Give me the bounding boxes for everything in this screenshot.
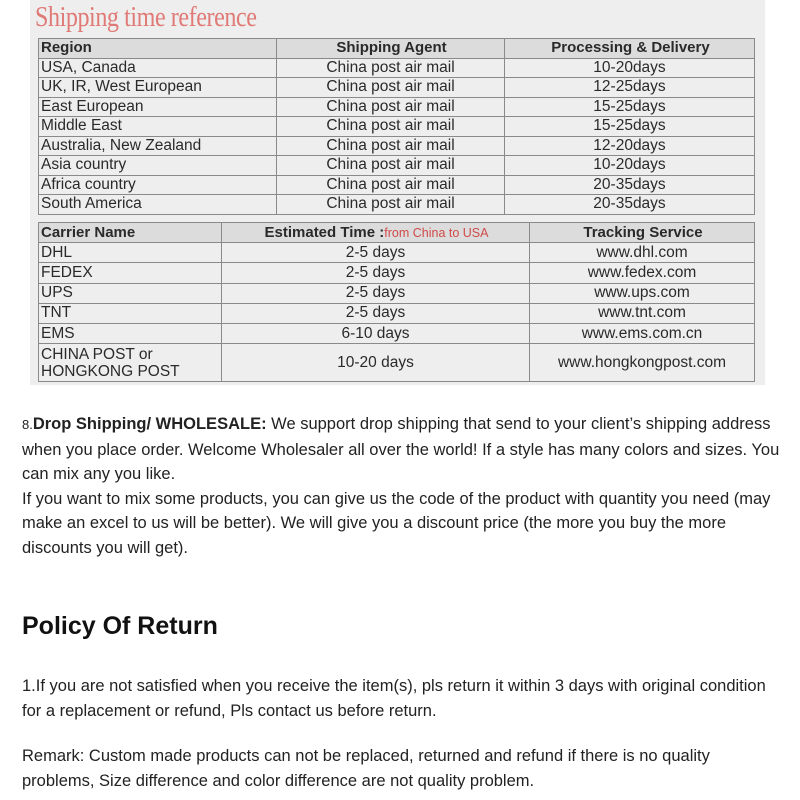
drop-shipping-heading: Drop Shipping/ WHOLESALE:: [32, 415, 267, 433]
column-header-tracking-service: Tracking Service: [530, 223, 755, 243]
column-header-processing-delivery: Processing & Delivery: [505, 39, 755, 59]
carrier-name-cell: FEDEX: [39, 263, 222, 283]
return-remark-text: Remark: Custom made products can not be replaced, returned and refund if there is no quality problems, Size difference and color difference are not quality problem.: [22, 747, 710, 790]
return-remark: [22, 744, 782, 793]
processing-delivery-cell: 15-25days: [505, 97, 755, 117]
estimated-time-cell: 6-10 days: [222, 323, 530, 343]
shipping-agent-cell: China post air mail: [277, 136, 505, 156]
tracking-service-cell: www.ups.com: [530, 283, 755, 303]
table-row: [39, 243, 755, 263]
policy-title: Policy Of Return: [22, 612, 218, 640]
table-row: [39, 156, 755, 176]
table-row: [39, 303, 755, 323]
shipping-agent-cell: China post air mail: [277, 175, 505, 195]
region-cell: Africa country: [39, 175, 277, 195]
estimated-time-label: Estimated Time :: [264, 223, 385, 241]
carrier-name-line1: CHINA POST or: [41, 345, 153, 363]
region-cell: East European: [39, 97, 277, 117]
shipping-reference-title: Shipping time reference: [35, 2, 257, 33]
table-row: [39, 78, 755, 98]
drop-shipping-text: We support drop shipping that send to your client’s shipping address when you place order. Welcome Wholesaler all over the world! If a style has many colors and sizes. You can mix any you like.: [22, 415, 780, 483]
tracking-service-cell: www.fedex.com: [530, 263, 755, 283]
carrier-name-cell: UPS: [39, 283, 222, 303]
region-cell: Asia country: [39, 156, 277, 176]
estimated-time-cell: 2-5 days: [222, 303, 530, 323]
table-row: [39, 283, 755, 303]
estimated-time-cell: 2-5 days: [222, 243, 530, 263]
estimated-time-cell: 2-5 days: [222, 283, 530, 303]
table-row: [39, 344, 755, 382]
processing-delivery-cell: 15-25days: [505, 117, 755, 137]
carrier-table-body: [39, 243, 755, 344]
table-row: [39, 97, 755, 117]
region-cell: Middle East: [39, 117, 277, 137]
processing-delivery-cell: 12-25days: [505, 78, 755, 98]
column-header-carrier-name: Carrier Name: [39, 223, 222, 243]
region-cell: USA, Canada: [39, 58, 277, 78]
region-cell: Australia, New Zealand: [39, 136, 277, 156]
mix-products-paragraph: If you want to mix some products, you can give us the code of the product with quantity you need (may make an excel to us will be better). We will give you a discount price (the more you buy the more discounts you will get).: [22, 489, 771, 557]
shipping-agent-cell: China post air mail: [277, 58, 505, 78]
estimated-time-cell: 2-5 days: [222, 263, 530, 283]
tracking-service-cell: www.ems.com.cn: [530, 323, 755, 343]
shipping-agent-cell: China post air mail: [277, 97, 505, 117]
shipping-time-table: [38, 38, 755, 215]
carrier-name-line2: HONGKONG POST: [41, 362, 180, 380]
drop-shipping-section: [22, 412, 782, 560]
return-policy-text: 1.If you are not satisfied when you receive the item(s), pls return it within 3 days with original condition for a replacement or refund, Pls contact us before return.: [22, 677, 766, 720]
section-number: 8.: [22, 417, 33, 432]
shipping-agent-cell: China post air mail: [277, 156, 505, 176]
column-header-region: Region: [39, 39, 277, 59]
table-row: [39, 58, 755, 78]
column-header-shipping-agent: Shipping Agent: [277, 39, 505, 59]
return-policy-item: [22, 674, 782, 723]
processing-delivery-cell: 10-20days: [505, 58, 755, 78]
drop-shipping-paragraph: [22, 412, 782, 487]
carrier-name-cell: TNT: [39, 303, 222, 323]
processing-delivery-cell: 20-35days: [505, 175, 755, 195]
table-row: [39, 117, 755, 137]
column-header-estimated-time: [222, 223, 530, 243]
table-row: [39, 323, 755, 343]
shipping-reference-image: [30, 0, 765, 385]
shipping-agent-cell: China post air mail: [277, 195, 505, 215]
estimated-time-cell: 10-20 days: [222, 344, 530, 382]
table-row: [39, 263, 755, 283]
table-header-row: [39, 39, 755, 59]
shipping-table-body: [39, 58, 755, 214]
table-row: [39, 175, 755, 195]
shipping-agent-cell: China post air mail: [277, 78, 505, 98]
processing-delivery-cell: 10-20days: [505, 156, 755, 176]
tracking-service-cell: www.dhl.com: [530, 243, 755, 263]
tracking-service-cell: www.tnt.com: [530, 303, 755, 323]
carrier-name-cell: DHL: [39, 243, 222, 263]
carrier-name-cell: [39, 344, 222, 382]
tracking-service-cell: www.hongkongpost.com: [530, 344, 755, 382]
table-row: [39, 195, 755, 215]
carrier-table: [38, 222, 755, 382]
table-row: [39, 136, 755, 156]
estimated-time-note: from China to USA: [384, 225, 489, 240]
carrier-name-cell: EMS: [39, 323, 222, 343]
table-header-row: [39, 223, 755, 243]
shipping-agent-cell: China post air mail: [277, 117, 505, 137]
region-cell: UK, IR, West European: [39, 78, 277, 98]
processing-delivery-cell: 12-20days: [505, 136, 755, 156]
region-cell: South America: [39, 195, 277, 215]
processing-delivery-cell: 20-35days: [505, 195, 755, 215]
